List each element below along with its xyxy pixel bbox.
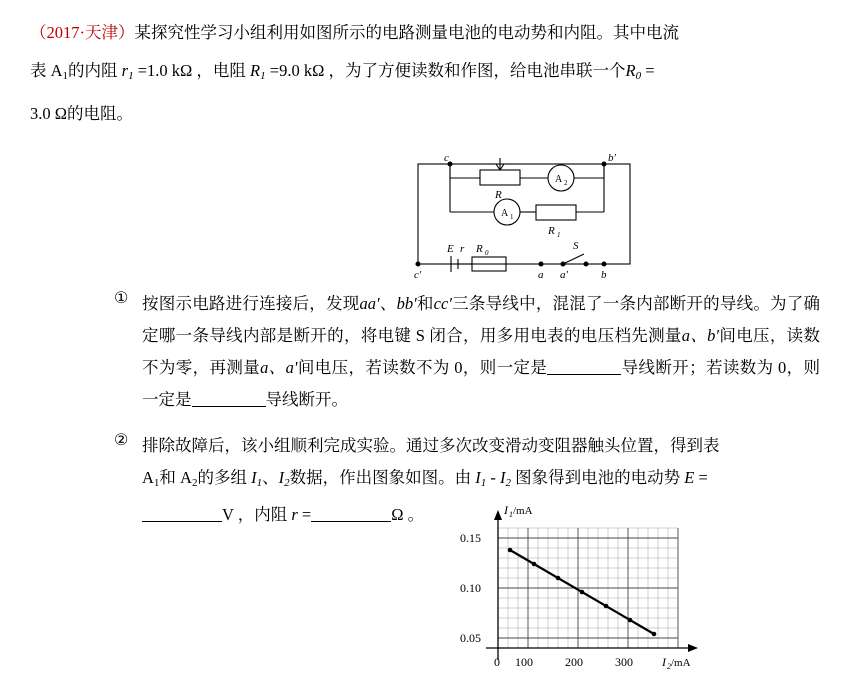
q1-answer-blank-2[interactable] xyxy=(192,390,266,407)
q1-text-e: 间电压，读数不为零，再测量 xyxy=(142,326,820,377)
label-A2: A xyxy=(555,174,563,185)
q2-text-k: = xyxy=(297,505,312,524)
symbol-R0: R xyxy=(625,61,636,80)
q2-E: E xyxy=(684,468,695,487)
xtick-100: 100 xyxy=(515,655,533,669)
q1-text-d: 三条导线中，混混了一条内部断开的导线。为了确定哪一条导线内部是断开的，将电键 S 闭合，用多用电表的电压档先测量 xyxy=(142,294,821,345)
label-R1-sub: 1 xyxy=(557,231,561,239)
q1-text-a: 按图示电路进行连接后，发现 xyxy=(142,294,360,313)
xtick-300: 300 xyxy=(615,655,633,669)
q2-sub-1: 1 xyxy=(153,477,160,489)
stem-text-2b: 的内阻 xyxy=(68,61,122,80)
symbol-r1-sub: 1 xyxy=(128,70,134,82)
q1-text-g: 导线断开；若读数为 0，则一定是 xyxy=(142,358,821,409)
stem-text-2c: =1.0 kΩ ，电阻 xyxy=(133,61,251,80)
q1-text-h: 导线断开。 xyxy=(265,390,348,409)
stem-sub-1: 1 xyxy=(62,70,69,82)
graph-I1-I2 xyxy=(452,500,720,690)
q2-answer-blank-E[interactable] xyxy=(142,505,222,522)
q2-I2: I xyxy=(278,468,285,487)
stem-text-2a: 表 A xyxy=(30,61,63,80)
question-1 xyxy=(142,288,820,416)
q2-I2b-sub: 2 xyxy=(505,477,511,489)
q2-text-i: = xyxy=(694,468,708,487)
label-A1-sub: 1 xyxy=(510,213,514,221)
label-b-prime: b′ xyxy=(608,152,616,164)
q1-ab: a、b′ xyxy=(681,326,720,345)
q2-text-d: 的多组 xyxy=(197,468,252,487)
q2-answer-blank-r[interactable] xyxy=(311,505,391,522)
q2-I1b: I xyxy=(475,468,481,487)
label-r: r xyxy=(460,243,465,255)
q2-text-c: 和 A xyxy=(159,468,192,487)
q2-sub-2: 2 xyxy=(191,477,198,489)
label-S: S xyxy=(573,240,579,252)
x-axis-label: I xyxy=(662,655,666,669)
source-tag: （2017·天津） xyxy=(30,23,135,42)
problem-stem xyxy=(30,14,820,133)
q2-text-l: Ω 。 xyxy=(391,505,425,524)
q2-text-g: - xyxy=(486,468,500,487)
label-a-prime: a' xyxy=(560,269,568,281)
label-a: a xyxy=(538,269,544,281)
q2-I1: I xyxy=(251,468,257,487)
label-c-top: c xyxy=(444,152,449,164)
y-axis-label: I xyxy=(504,503,508,517)
label-A1: A xyxy=(501,208,509,219)
xtick-200: 200 xyxy=(565,655,583,669)
q1-cc: cc′ xyxy=(433,294,452,313)
label-R: R xyxy=(495,189,502,201)
q2-I1-sub: 1 xyxy=(256,477,263,489)
svg-text:2: 2 xyxy=(667,662,671,671)
question-1-number: ① xyxy=(114,290,129,307)
stem-text-1: 某探究性学习小组利用如图所示的电路测量电池的电动势和内阻。其中电流 xyxy=(134,23,679,42)
stem-text-3: 3.0 Ω的电阻。 xyxy=(30,104,134,123)
q2-text-j: V ，内阻 xyxy=(222,505,292,524)
svg-text:/mA: /mA xyxy=(671,657,691,669)
ytick-015: 0.15 xyxy=(460,531,481,545)
q2-r: r xyxy=(291,505,298,524)
symbol-r1: r xyxy=(121,61,129,80)
q2-text-h: 图象得到电池的电动势 xyxy=(510,468,685,487)
svg-text:1: 1 xyxy=(509,510,513,519)
symbol-R0-sub: 0 xyxy=(635,70,642,82)
stem-text-2d: =9.0 kΩ ，为了方便读数和作图，给电池串联一个 xyxy=(265,61,626,80)
q1-aa2: a、a' xyxy=(260,358,298,377)
q2-text-b: A xyxy=(142,468,154,487)
label-R0: R xyxy=(476,243,483,255)
label-E: E xyxy=(447,243,454,255)
q1-text-c: 和 xyxy=(416,294,434,313)
q1-aa: aa′ xyxy=(359,294,380,313)
ytick-010: 0.10 xyxy=(460,581,481,595)
circuit-diagram xyxy=(408,148,658,288)
xtick-0: 0 xyxy=(494,655,500,669)
question-2-number: ② xyxy=(114,432,129,449)
label-R0-sub: 0 xyxy=(485,249,489,257)
q2-I1b-sub: 1 xyxy=(480,477,487,489)
label-R1: R xyxy=(548,225,555,237)
stem-text-2e: = xyxy=(641,61,655,80)
q1-text-f: 间电压，若读数不为 0，则一定是 xyxy=(297,358,548,377)
q2-text-e: 、 xyxy=(262,468,279,487)
svg-text:/mA: /mA xyxy=(513,505,533,517)
ytick-005: 0.05 xyxy=(460,631,481,645)
q2-I2b: I xyxy=(499,468,506,487)
q2-I2-sub: 2 xyxy=(284,477,290,489)
q1-text-b: 、 xyxy=(379,294,397,313)
q2-text-a: 排除故障后，该小组顺利完成实验。通过多次改变滑动变阻器触头位置，得到表 xyxy=(142,436,720,455)
label-c-prime: c' xyxy=(414,269,422,281)
label-b: b xyxy=(601,269,607,281)
q1-answer-blank-1[interactable] xyxy=(547,358,621,375)
symbol-R1: R xyxy=(250,61,261,80)
q1-bb: bb′ xyxy=(396,294,417,313)
symbol-R1-sub: 1 xyxy=(260,70,266,82)
q2-text-f: 数据，作出图象如图。由 xyxy=(289,468,476,487)
label-A2-sub: 2 xyxy=(564,179,568,187)
